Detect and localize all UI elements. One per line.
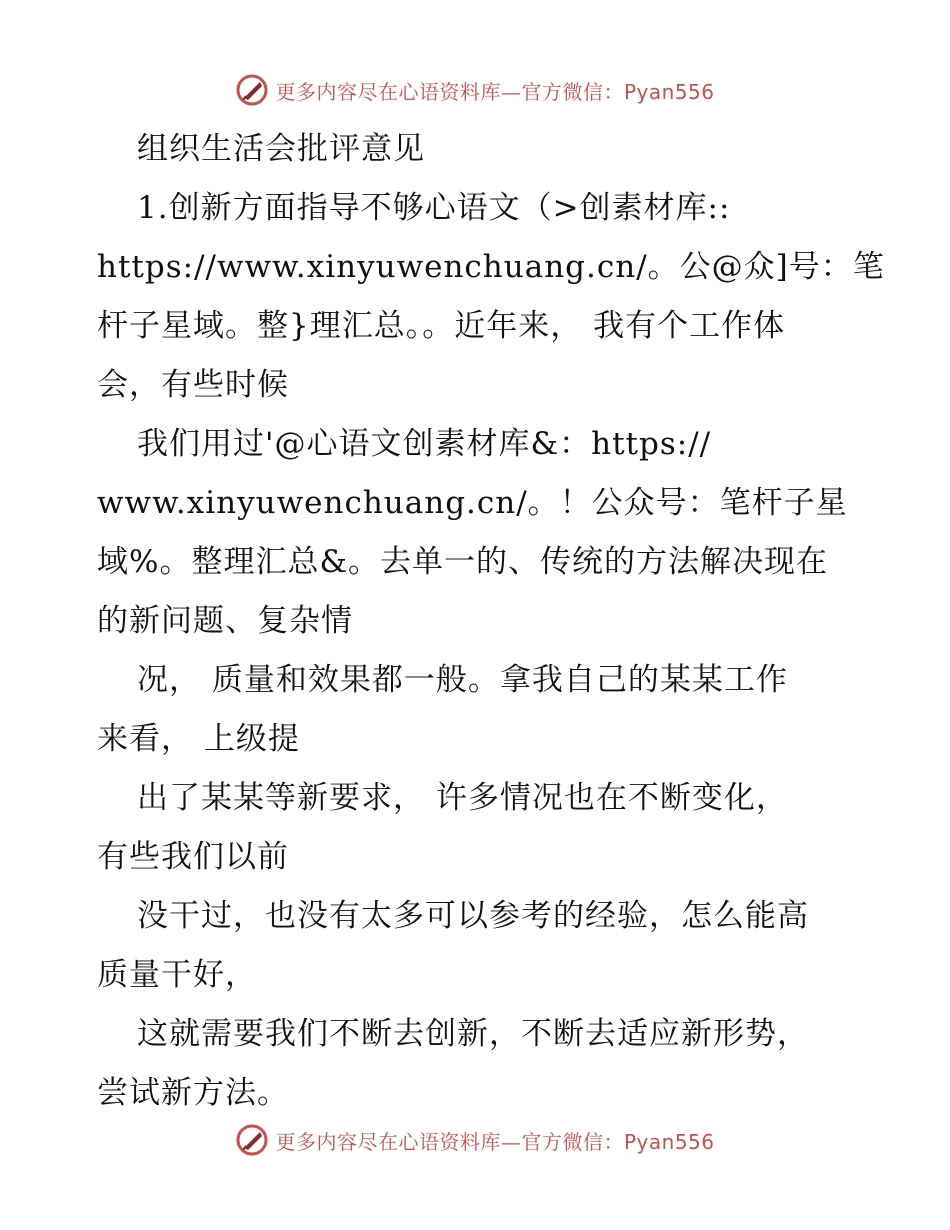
quill-logo-icon [235,73,269,107]
doc-line: 会，有些时候 [97,367,289,403]
doc-line: 1.创新方面指导不够心语文（>创素材库:: [137,190,731,226]
quill-logo-icon [235,1123,269,1157]
doc-line: https://www.xinyuwenchuang.cn/。公@众]号：笔 [97,249,885,285]
doc-line: 这就需要我们不断去创新，不断去适应新形势， [137,1016,809,1052]
watermark-text: 更多内容尽在心语资料库—官方微信：Pyan556 [275,79,715,104]
header-watermark [0,70,950,110]
doc-line: 况， 质量和效果都一般。拿我自己的某某工作 [137,662,788,698]
document-body [97,120,885,1123]
footer-watermark [0,1120,950,1160]
doc-line: www.xinyuwenchuang.cn/。！公众号：笔杆子星 [97,485,848,521]
doc-line: 我们用过'@心语文创素材库&：https:// [137,426,712,462]
doc-line: 出了某某等新要求， 许多情况也在不断变化， [137,780,788,816]
doc-line: 域%。整理汇总&。去单一的、传统的方法解决现在 [97,544,829,580]
doc-line: 来看， 上级提 [97,721,300,757]
doc-line: 有些我们以前 [97,839,289,875]
doc-line: 的新问题、复杂情 [97,603,353,639]
watermark-text: 更多内容尽在心语资料库—官方微信：Pyan556 [275,1129,715,1154]
doc-line: 质量干好， [97,957,257,993]
doc-title: 组织生活会批评意见 [137,131,425,167]
doc-line: 尝试新方法。 [97,1075,289,1111]
doc-line: 杆子星域。整}理汇总。。近年来， 我有个工作体 [97,308,786,344]
doc-line: 没干过，也没有太多可以参考的经验，怎么能高 [137,898,809,934]
watermark-handle: Pyan556 [623,79,715,104]
watermark-handle: Pyan556 [623,1129,715,1154]
